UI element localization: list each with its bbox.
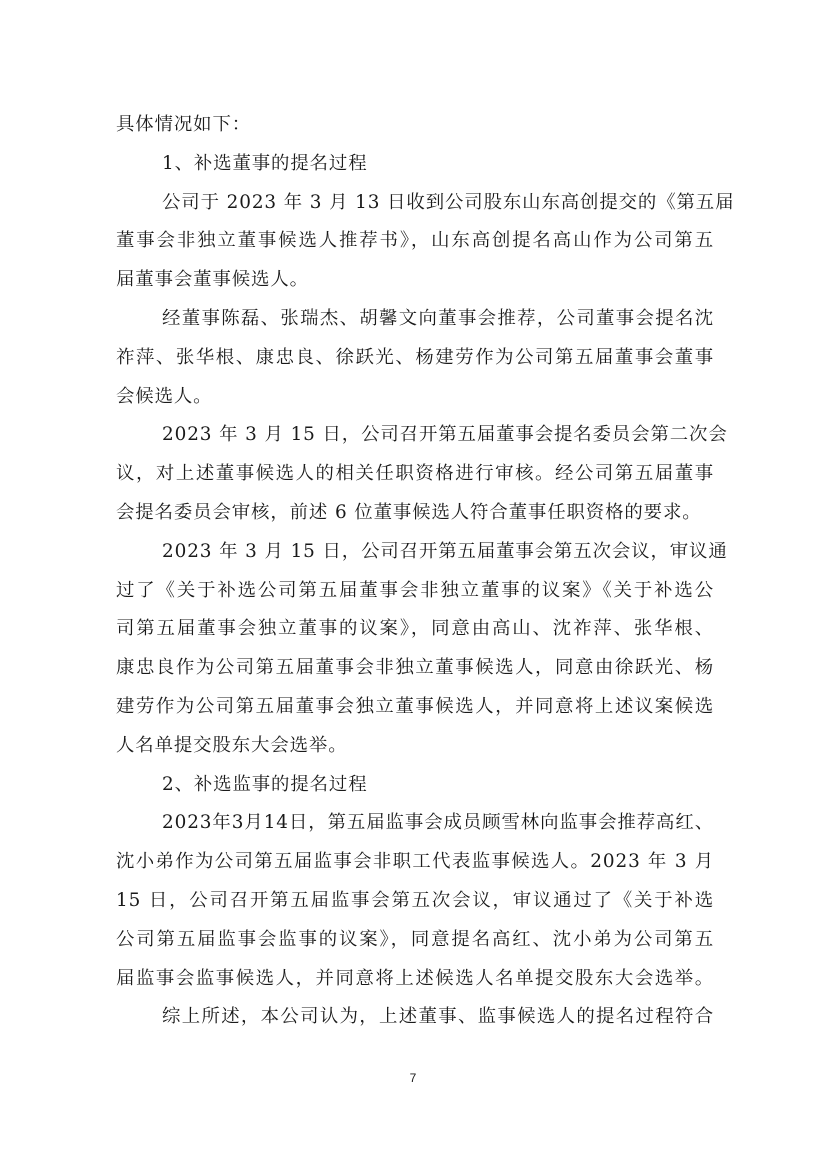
section-heading-supervisor-nomination: 2、补选监事的提名过程 [162, 773, 368, 795]
paragraph-line: 康忠良作为公司第五届董事会非独立董事候选人，同意由徐跃光、杨 [116, 657, 714, 679]
paragraph-line: 届董事会董事候选人。 [116, 269, 309, 291]
paragraph-line: 2023 年 3 月 15 日，公司召开第五届董事会提名委员会第二次会 [162, 424, 728, 446]
paragraph-line: 过了《关于补选公司第五届董事会非独立董事的议案》《关于补选公 [116, 579, 714, 601]
paragraph-line: 综上所述，本公司认为，上述董事、监事候选人的提名过程符合 [162, 1006, 714, 1028]
paragraph-line: 建劳作为公司第五届董事会独立董事候选人，并同意将上述议案候选 [116, 695, 714, 717]
paragraph-line: 人名单提交股东大会选举。 [116, 734, 348, 756]
paragraph-line: 董事会非独立董事候选人推荐书》，山东高创提名高山作为公司第五 [116, 230, 714, 252]
section-heading-director-nomination: 1、补选董事的提名过程 [162, 152, 368, 174]
page-number: 7 [409, 1071, 417, 1085]
paragraph-line: 司第五届董事会独立董事的议案》，同意由高山、沈祚萍、张华根、 [116, 618, 714, 640]
paragraph-line: 届监事会监事候选人，并同意将上述候选人名单提交股东大会选举。 [116, 967, 714, 989]
paragraph-line: 公司于 2023 年 3 月 13 日收到公司股东山东高创提交的《第五届 [162, 191, 735, 213]
paragraph-line: 祚萍、张华根、康忠良、徐跃光、杨建劳作为公司第五届董事会董事 [116, 346, 714, 368]
intro-line: 具体情况如下： [116, 114, 252, 135]
paragraph-line: 经董事陈磊、张瑞杰、胡馨文向董事会推荐，公司董事会提名沈 [162, 307, 714, 329]
paragraph-line: 沈小弟作为公司第五届监事会非职工代表监事候选人。2023 年 3 月 [116, 851, 714, 873]
paragraph-line: 议，对上述董事候选人的相关任职资格进行审核。经公司第五届董事 [116, 463, 714, 485]
paragraph-line: 公司第五届监事会监事的议案》，同意提名高红、沈小弟为公司第五 [116, 928, 714, 950]
paragraph-line: 会提名委员会审核，前述 6 位董事候选人符合董事任职资格的要求。 [116, 501, 702, 523]
document-body [116, 106, 735, 1037]
paragraph-line: 会候选人。 [116, 385, 213, 407]
paragraph-line: 2023年3月14日，第五届监事会成员顾雪林向监事会推荐高红、 [162, 812, 714, 834]
paragraph-line: 15 日，公司召开第五届监事会第五次会议，审议通过了《关于补选 [116, 889, 714, 911]
paragraph-line: 2023 年 3 月 15 日，公司召开第五届董事会第五次会议，审议通 [162, 540, 728, 562]
